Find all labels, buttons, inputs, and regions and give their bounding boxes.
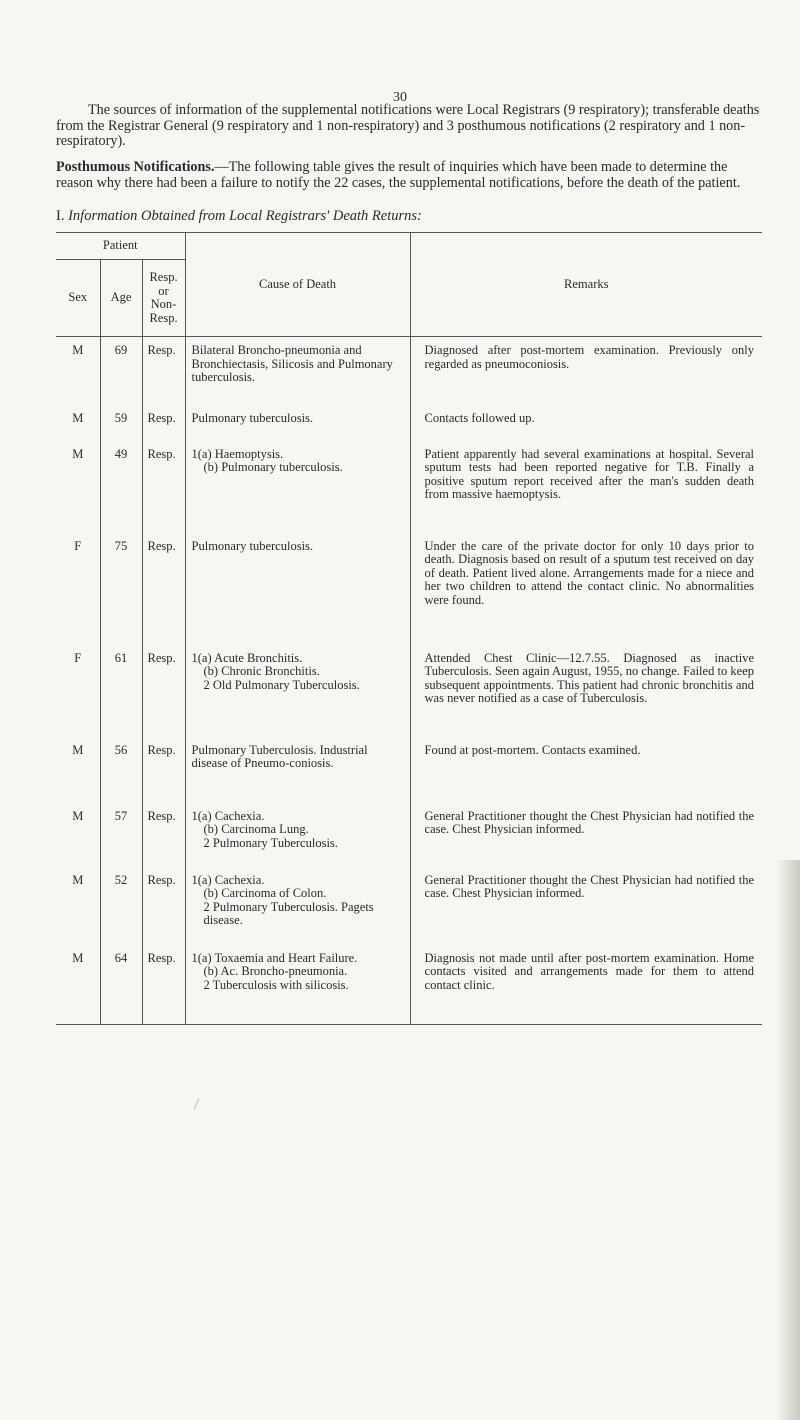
sex-cell: M — [56, 945, 100, 1025]
age-cell: 69 — [100, 337, 142, 405]
cause-cell — [185, 337, 410, 405]
death-returns-table — [56, 232, 762, 1025]
sex-header: Sex — [56, 260, 100, 337]
cause-line: 1(a) Acute Bronchitis. — [191, 650, 303, 665]
cause-line: Pulmonary Tuberculosis. Industrial disease of Pneumo-coniosis. — [191, 742, 368, 770]
resp-header-line-4: Resp. — [149, 310, 178, 325]
sex-cell: M — [72, 808, 84, 823]
remarks-cell: Diagnosed after post-mortem examination. Previously only regarded as pneumoconiosis. — [410, 337, 762, 405]
cause-header: Cause of Death — [185, 233, 410, 337]
resp-cell: Resp. — [142, 645, 185, 737]
cause-line: 2 Pulmonary Tuberculosis. Pagets disease. — [203, 899, 374, 927]
cause-line: 2 Tuberculosis with silicosis. — [203, 977, 349, 992]
cause-cell — [185, 737, 410, 803]
cause-line: 1(a) Haemoptysis. — [191, 446, 284, 461]
cause-cell — [185, 645, 410, 737]
age-cell: 61 — [100, 645, 142, 737]
cause-cell — [185, 867, 410, 945]
sex-cell: F — [74, 538, 82, 553]
table-row — [56, 803, 762, 867]
remarks-cell: Attended Chest Clinic—12.7.55. Diagnosed as inactive Tuberculosis. Seen again August, 1955, no change. Failed to keep subsequent appointments. This patient had chronic bronchitis and was never notified as a case of Tuberculosis. — [410, 645, 762, 737]
table-row — [56, 405, 762, 441]
remarks-cell: General Practitioner thought the Chest Physician had notified the case. Chest Physician informed. — [410, 803, 762, 867]
sex-cell: M — [72, 742, 84, 757]
remarks-cell: Under the care of the private doctor for only 10 days prior to death. Diagnosis based on result of a sputum test received on day of death. Patient lived alone. Arrangements made for a niece and her two children to attend the contact clinic. No abnormalities were found. — [410, 533, 762, 645]
cause-line: 1(a) Cachexia. — [191, 808, 265, 823]
remarks-cell: Diagnosis not made until after post-mortem examination. Home contacts visited and arrangements made for them to attend contact clinic. — [410, 945, 762, 1025]
intro-paragraph: The sources of information of the supplemental notifications were Local Registrars (9 respiratory); transferable deaths from the Registrar General (9 respiratory and 1 non-respiratory) and 3 posthumous notifications (2 respiratory and 1 non-respiratory). — [56, 102, 760, 149]
table-row — [56, 533, 762, 645]
age-cell: 52 — [100, 867, 142, 945]
sex-cell: M — [72, 410, 84, 425]
age-cell: 57 — [100, 803, 142, 867]
paragraph-lead: Posthumous Notifications. — [56, 159, 215, 175]
resp-cell: Resp. — [142, 945, 185, 1025]
table-row — [56, 945, 762, 1025]
resp-header-line-3: Non- — [150, 297, 177, 311]
page-edge-shadow — [776, 860, 800, 1420]
cause-line: 2 Old Pulmonary Tuberculosis. — [203, 677, 360, 692]
remarks-cell: Patient apparently had several examinations at hospital. Several sputum tests had been reported negative for T.B. Finally a positive sputum report received after the man's sudden death from massive haemoptysis. — [410, 441, 762, 533]
resp-cell: Resp. — [142, 867, 185, 945]
table-row — [56, 337, 762, 405]
cause-line: (b) Pulmonary tuberculosis. — [203, 460, 343, 474]
resp-header — [142, 260, 185, 337]
table-row — [56, 441, 762, 533]
cause-line: (b) Chronic Bronchitis. — [203, 664, 320, 678]
cause-line: 1(a) Cachexia. — [191, 872, 265, 887]
cause-line: (b) Carcinoma Lung. — [203, 822, 309, 836]
cause-cell — [185, 533, 410, 645]
age-cell: 75 — [100, 533, 142, 645]
cause-line: 2 Pulmonary Tuberculosis. — [203, 835, 338, 850]
resp-cell: Resp. — [142, 737, 185, 803]
remarks-cell: Found at post-mortem. Contacts examined. — [410, 737, 762, 803]
resp-cell: Resp. — [142, 405, 185, 441]
sex-cell: M — [72, 343, 84, 357]
sex-cell: M — [72, 872, 84, 887]
stray-pen-mark — [194, 1098, 200, 1109]
table-row — [56, 867, 762, 945]
remarks-cell: General Practitioner thought the Chest Physician had notified the case. Chest Physician informed. — [410, 867, 762, 945]
remarks-cell: Contacts followed up. — [410, 405, 762, 441]
page-number: 30 — [393, 90, 407, 105]
cause-cell — [185, 803, 410, 867]
cause-line: 1(a) Toxaemia and Heart Failure. — [191, 950, 358, 965]
cause-line: (b) Ac. Broncho-pneumonia. — [203, 964, 348, 978]
section-heading — [56, 208, 422, 225]
remarks-header: Remarks — [410, 233, 762, 337]
resp-cell: Resp. — [142, 803, 185, 867]
patient-header: Patient — [56, 233, 185, 260]
cause-cell — [185, 945, 410, 1025]
resp-cell: Resp. — [142, 337, 185, 405]
resp-header-line-1: Resp. — [149, 270, 178, 284]
cause-line: Pulmonary tuberculosis. — [191, 538, 314, 553]
table-row — [56, 737, 762, 803]
posthumous-notifications-paragraph — [56, 160, 761, 191]
cause-line: Bilateral Broncho-pneumonia and Bronchiectasis, Silicosis and Pulmonary tuberculosis. — [191, 343, 393, 384]
cause-cell — [185, 405, 410, 441]
resp-cell: Resp. — [142, 441, 185, 533]
age-cell: 64 — [100, 945, 142, 1025]
age-header: Age — [100, 260, 142, 337]
section-title: Information Obtained from Local Registrars' Death Returns: — [68, 208, 422, 224]
table-row — [56, 645, 762, 737]
age-cell: 59 — [100, 405, 142, 441]
resp-cell: Resp. — [142, 533, 185, 645]
age-cell: 56 — [100, 737, 142, 803]
sex-cell: F — [74, 650, 82, 665]
age-cell: 49 — [100, 441, 142, 533]
sex-cell: M — [72, 446, 84, 461]
resp-header-line-2: or — [158, 283, 169, 298]
cause-cell — [185, 441, 410, 533]
cause-line: (b) Carcinoma of Colon. — [203, 886, 327, 900]
section-number: I. — [56, 208, 65, 224]
paragraph-body: —The following table gives the result of inquiries which have been made to determine the reason why there had been a failure to notify the 22 cases, the supplemental notifications, before the death of the patient. — [56, 159, 741, 191]
cause-line: Pulmonary tuberculosis. — [191, 410, 314, 425]
